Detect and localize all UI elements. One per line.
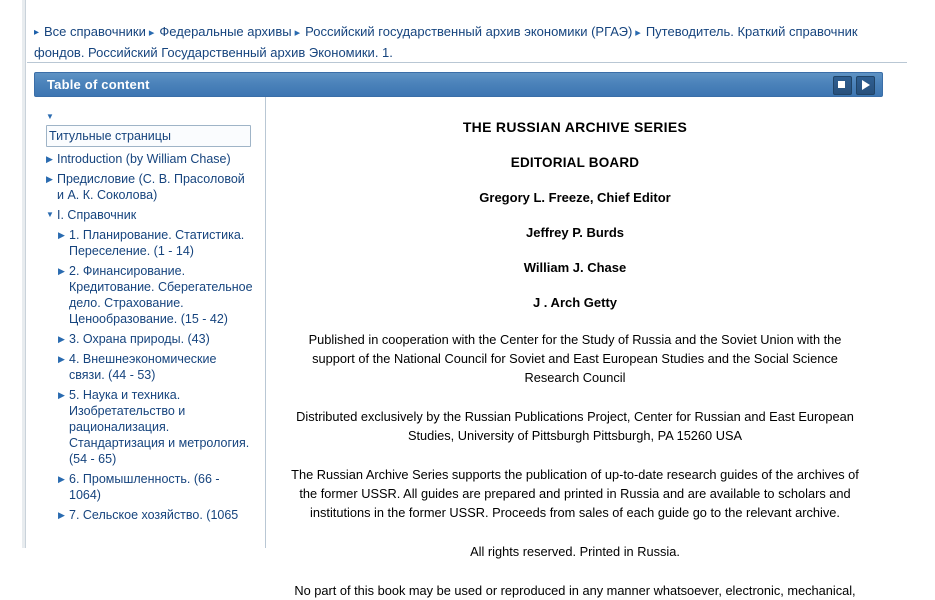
document-panel bbox=[267, 97, 883, 598]
toc-item-label: 2. Финансирование. Кредитование. Сберегательное дело. Страхование. Ценообразование. (15 - 42) bbox=[69, 264, 253, 326]
toc-item-label: 1. Планирование. Статистика. Переселение. (1 - 14) bbox=[69, 228, 245, 258]
breadcrumb bbox=[34, 22, 894, 62]
play-button[interactable] bbox=[856, 76, 875, 95]
stop-icon bbox=[838, 81, 845, 88]
editor-chief: Gregory L. Freeze, Chief Editor bbox=[479, 190, 671, 205]
chevron-right-icon[interactable]: ▶ bbox=[46, 174, 53, 184]
chevron-right-icon[interactable]: ▶ bbox=[58, 266, 65, 276]
toc-item-label: 7. Сельское хозяйство. (1065 bbox=[69, 508, 239, 522]
toc-item-9[interactable] bbox=[58, 471, 259, 503]
document-paragraph: All rights reserved. Printed in Russia. bbox=[470, 544, 680, 559]
toc-item-label: 4. Внешнеэкономические связи. (44 - 53) bbox=[69, 352, 217, 382]
breadcrumb-separator: ▸ bbox=[635, 27, 641, 39]
chevron-down-icon[interactable]: ▼ bbox=[46, 210, 54, 219]
toc-item-5[interactable] bbox=[58, 263, 259, 327]
document-title: THE RUSSIAN ARCHIVE SERIES bbox=[462, 119, 688, 135]
editor-board-member: J . Arch Getty bbox=[532, 295, 618, 310]
left-rule bbox=[22, 0, 26, 548]
document-paragraph: Distributed exclusively by the Russian Publications Project, Center for Russian and East European Studies, University of Pittsburgh Pittsburgh, PA 15260 USA bbox=[296, 409, 854, 443]
play-icon bbox=[862, 80, 870, 90]
breadcrumb-item-2[interactable]: Российский государственный архив экономики (РГАЭ) bbox=[305, 24, 633, 39]
document-paragraph: No part of this book may be used or reproduced in any manner whatsoever, electronic, mechanical, bbox=[294, 583, 856, 598]
chevron-right-icon[interactable]: ▶ bbox=[58, 354, 65, 364]
toc-item-label: Introduction (by William Chase) bbox=[57, 152, 231, 166]
chevron-down-icon[interactable]: ▼ bbox=[46, 112, 54, 121]
chevron-right-icon[interactable]: ▶ bbox=[58, 474, 65, 484]
toc-item-10[interactable] bbox=[58, 507, 259, 523]
toc-item-7[interactable] bbox=[58, 351, 259, 383]
breadcrumb-item-1[interactable]: Федеральные архивы bbox=[159, 24, 292, 39]
content-area bbox=[34, 97, 883, 598]
chevron-right-icon[interactable]: ▶ bbox=[46, 154, 53, 164]
editor-board-member: Jeffrey P. Burds bbox=[525, 225, 625, 240]
table-of-content-header bbox=[34, 72, 883, 97]
toc-item-label: Предисловие (С. В. Прасоловой и А. К. Соколова) bbox=[57, 172, 245, 202]
toc-item-label: 5. Наука и техника. Изобретательство и рационализация. Стандартизация и метрология. (54 - 65) bbox=[69, 388, 250, 466]
chevron-right-icon[interactable]: ▶ bbox=[58, 510, 65, 520]
toc-item-1[interactable] bbox=[46, 151, 259, 167]
toc-item-0[interactable] bbox=[46, 109, 259, 147]
toc-item-4[interactable] bbox=[58, 227, 259, 259]
breadcrumb-divider bbox=[27, 62, 907, 63]
toc-item-2[interactable] bbox=[46, 171, 259, 203]
toc-list bbox=[34, 97, 265, 537]
toc-item-label: I. Справочник bbox=[57, 208, 137, 222]
breadcrumb-separator: ▸ bbox=[294, 27, 301, 39]
document-paragraph: Published in cooperation with the Center for the Study of Russia and the Soviet Union with the support of the National Council for Soviet and East European Studies and the Social Science Research Council bbox=[308, 332, 842, 385]
toc-item-label: 6. Промышленность. (66 - 1064) bbox=[69, 472, 220, 502]
breadcrumb-item-0[interactable]: Все справочники bbox=[44, 24, 146, 39]
chevron-right-icon: ▸ bbox=[34, 27, 40, 38]
document-paragraph: The Russian Archive Series supports the publication of up-to-date research guides of the archives of the former USSR. All guides are prepared and printed in Russia and are available to scholars and institutions in the former USSR. Proceeds from sales of each guide go to the relevant archive. bbox=[291, 467, 859, 520]
toc-item-6[interactable] bbox=[58, 331, 259, 347]
toc-item-3[interactable] bbox=[46, 207, 259, 223]
document-subtitle: EDITORIAL BOARD bbox=[510, 155, 640, 170]
toc-item-label: Титульные страницы bbox=[46, 125, 251, 147]
breadcrumb-list bbox=[34, 22, 894, 62]
page-title: Table of content bbox=[47, 77, 150, 92]
chevron-right-icon[interactable]: ▶ bbox=[58, 334, 65, 344]
toc-item-8[interactable] bbox=[58, 387, 259, 467]
stop-button[interactable] bbox=[833, 76, 852, 95]
breadcrumb-item-3[interactable]: Путеводитель. Краткий справочник фондов. Российский Государственный архив Экономики. 1. bbox=[34, 24, 858, 60]
breadcrumb-separator: ▸ bbox=[148, 27, 155, 39]
chevron-right-icon[interactable]: ▶ bbox=[58, 390, 65, 400]
editor-board-member: William J. Chase bbox=[523, 260, 627, 275]
chevron-right-icon[interactable]: ▶ bbox=[58, 230, 65, 240]
toc-item-label: 3. Охрана природы. (43) bbox=[69, 332, 210, 346]
toc-sidebar[interactable] bbox=[34, 97, 266, 548]
